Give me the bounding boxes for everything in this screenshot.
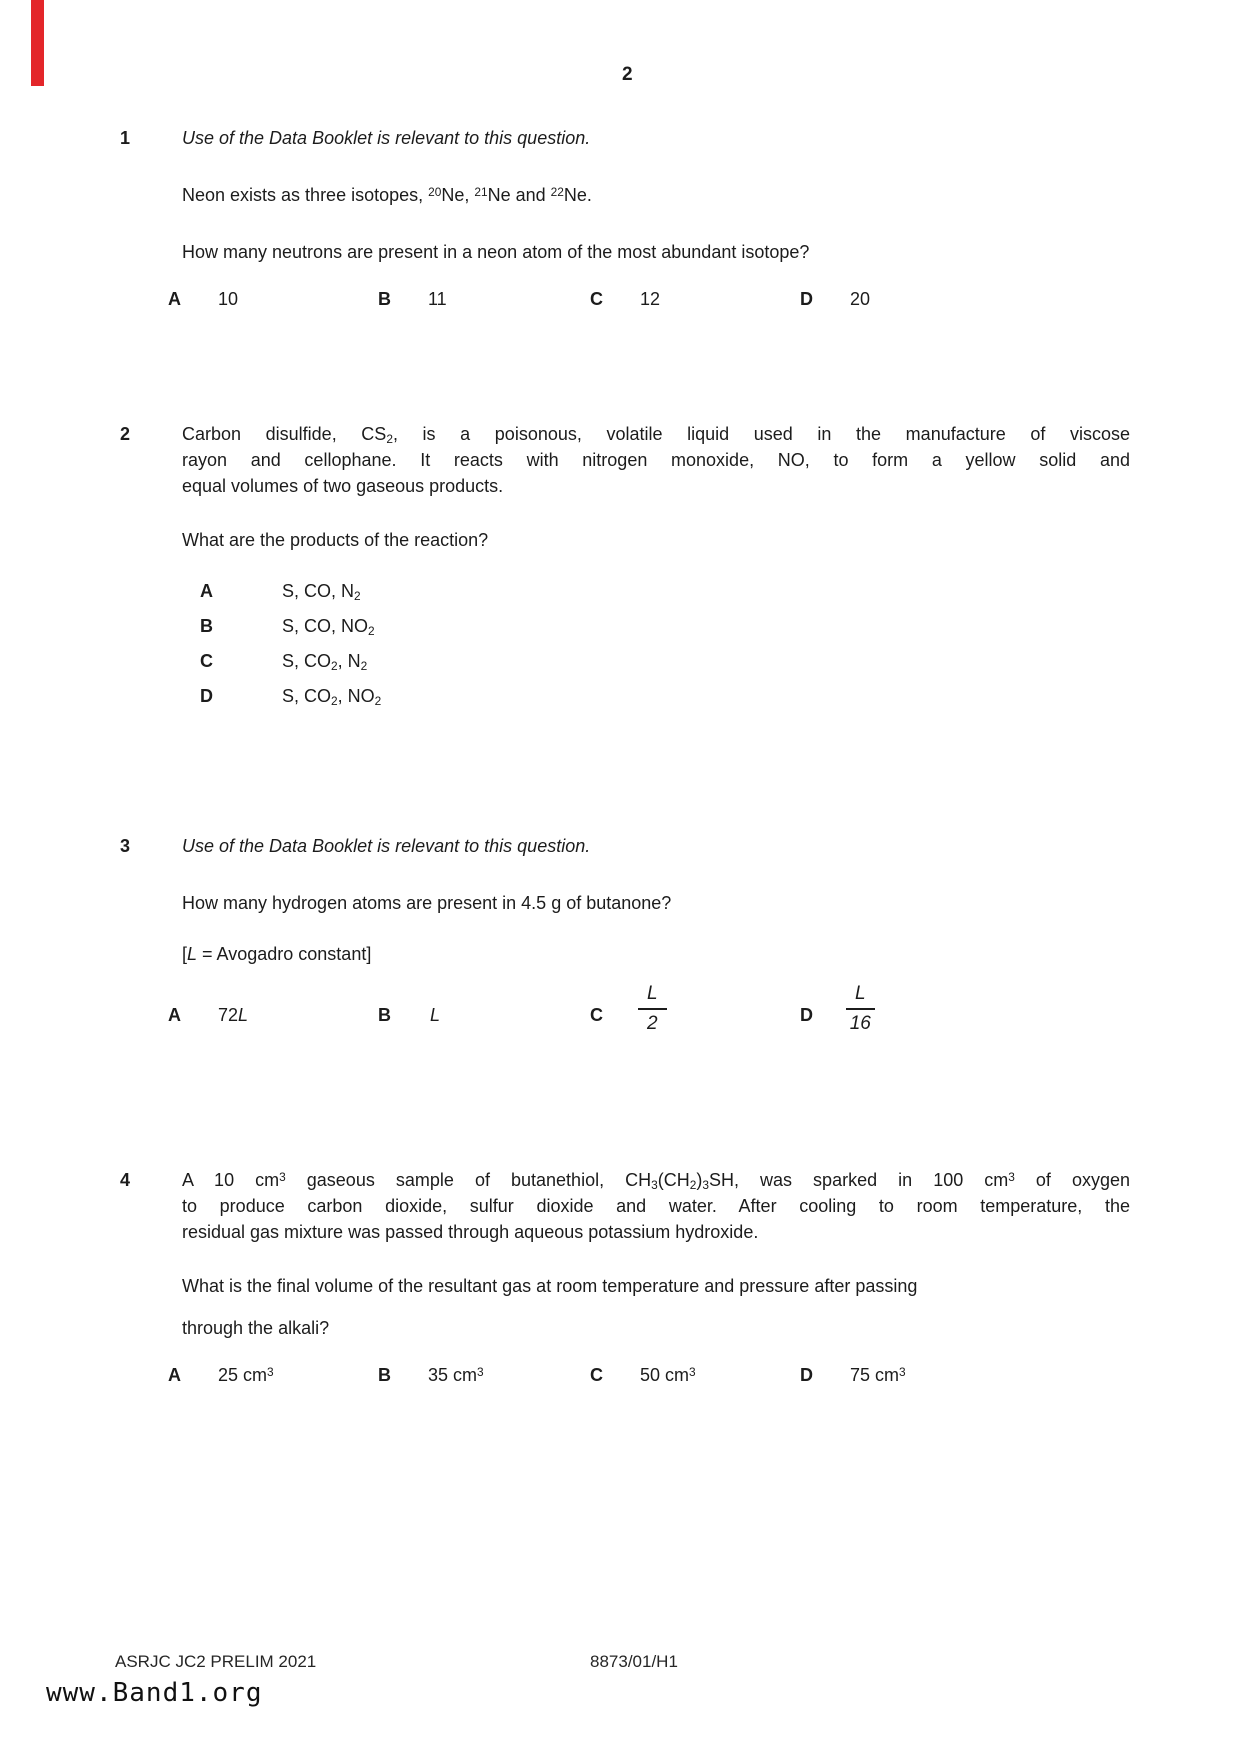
q2-paragraph-line: Carbon disulfide, $CS_2$, is a poisonous, volatile liquid used in the manufacture of viscose: [182, 424, 1131, 447]
option-formula: S, CO, $NO_2$: [282, 616, 375, 639]
option-letter: B: [200, 616, 213, 636]
option-value: 10: [218, 289, 239, 309]
option-value: 25 $cm^3$: [218, 1364, 274, 1385]
option-letter: D: [800, 1365, 813, 1385]
q2-paragraph-line: equal volumes of two gaseous products.: [182, 476, 504, 496]
question-number: 4: [120, 1170, 131, 1190]
q1-intro: Use of the Data Booklet is relevant to this question.: [182, 128, 591, 148]
option-letter: D: [200, 686, 213, 706]
option-value: 72L: [218, 1005, 249, 1025]
question-number: 1: [120, 128, 131, 148]
option-letter: A: [200, 581, 213, 601]
q4-paragraph-line: residual gas mixture was passed through aqueous potassium hydroxide.: [182, 1222, 759, 1242]
q4-question-line: What is the final volume of the resultant gas at room temperature and pressure after passing: [182, 1276, 918, 1296]
q4-question-line: through the alkali?: [182, 1318, 330, 1338]
fraction-numerator: L: [638, 983, 667, 1010]
option-letter: D: [800, 289, 813, 309]
option-letter: B: [378, 289, 391, 309]
option-letter: C: [590, 1005, 603, 1025]
red-scan-mark: [31, 0, 44, 86]
option-value: L: [430, 1005, 441, 1025]
q2-paragraph-line: rayon and cellophane. It reacts with nitrogen monoxide, NO, to form a yellow solid and: [182, 450, 1130, 470]
watermark-url: www.Band1.org: [46, 1678, 263, 1708]
q3-question: How many hydrogen atoms are present in 4.5 g of butanone?: [182, 893, 672, 913]
option-formula: S, $CO_2$, $N_2$: [282, 651, 368, 674]
option-letter: B: [378, 1365, 391, 1385]
footer-paper-code: 8873/01/H1: [590, 1652, 678, 1671]
q1-question: How many neutrons are present in a neon atom of the most abundant isotope?: [182, 242, 810, 262]
option-letter: A: [168, 289, 181, 309]
option-letter: A: [168, 1005, 181, 1025]
fraction-denominator: 2: [647, 1012, 658, 1034]
question-number: 2: [120, 424, 131, 444]
option-value: 50 $cm^3$: [640, 1364, 696, 1385]
fraction-numerator: L: [846, 983, 875, 1010]
option-letter: B: [378, 1005, 391, 1025]
q1-statement: Neon exists as three isotopes, $^{20}$Ne, $^{21}$Ne and $^{22}$Ne.: [182, 184, 592, 205]
q3-intro: Use of the Data Booklet is relevant to this question.: [182, 836, 591, 856]
option-fraction: [638, 983, 667, 1035]
option-letter: D: [800, 1005, 813, 1025]
question-number: 3: [120, 836, 131, 856]
option-value: 12: [640, 289, 661, 309]
option-value: 35 $cm^3$: [428, 1364, 484, 1385]
option-letter: C: [200, 651, 213, 671]
option-value: 75 $cm^3$: [850, 1364, 906, 1385]
option-value: 20: [850, 289, 871, 309]
footer-exam-title: ASRJC JC2 PRELIM 2021: [115, 1652, 317, 1671]
q4-paragraph-line: to produce carbon dioxide, sulfur dioxide and water. After cooling to room temperature, the: [182, 1196, 1130, 1216]
option-value: 11: [428, 289, 447, 309]
q4-paragraph-line: A 10 $cm^3$ gaseous sample of butanethiol, $CH_3(CH_2)_3SH$, was sparked in 100 $cm^3$ of oxygen: [182, 1169, 1131, 1193]
option-letter: A: [168, 1365, 181, 1385]
page-number: 2: [622, 64, 633, 85]
option-formula: S, $CO_2$, $NO_2$: [282, 686, 382, 709]
option-letter: C: [590, 1365, 603, 1385]
option-fraction: [846, 983, 875, 1035]
option-letter: C: [590, 289, 603, 309]
option-formula: S, CO, $N_2$: [282, 581, 361, 604]
q2-question: What are the products of the reaction?: [182, 530, 489, 550]
fraction-denominator: 16: [849, 1012, 871, 1034]
q3-note: [L = Avogadro constant]: [182, 944, 372, 964]
